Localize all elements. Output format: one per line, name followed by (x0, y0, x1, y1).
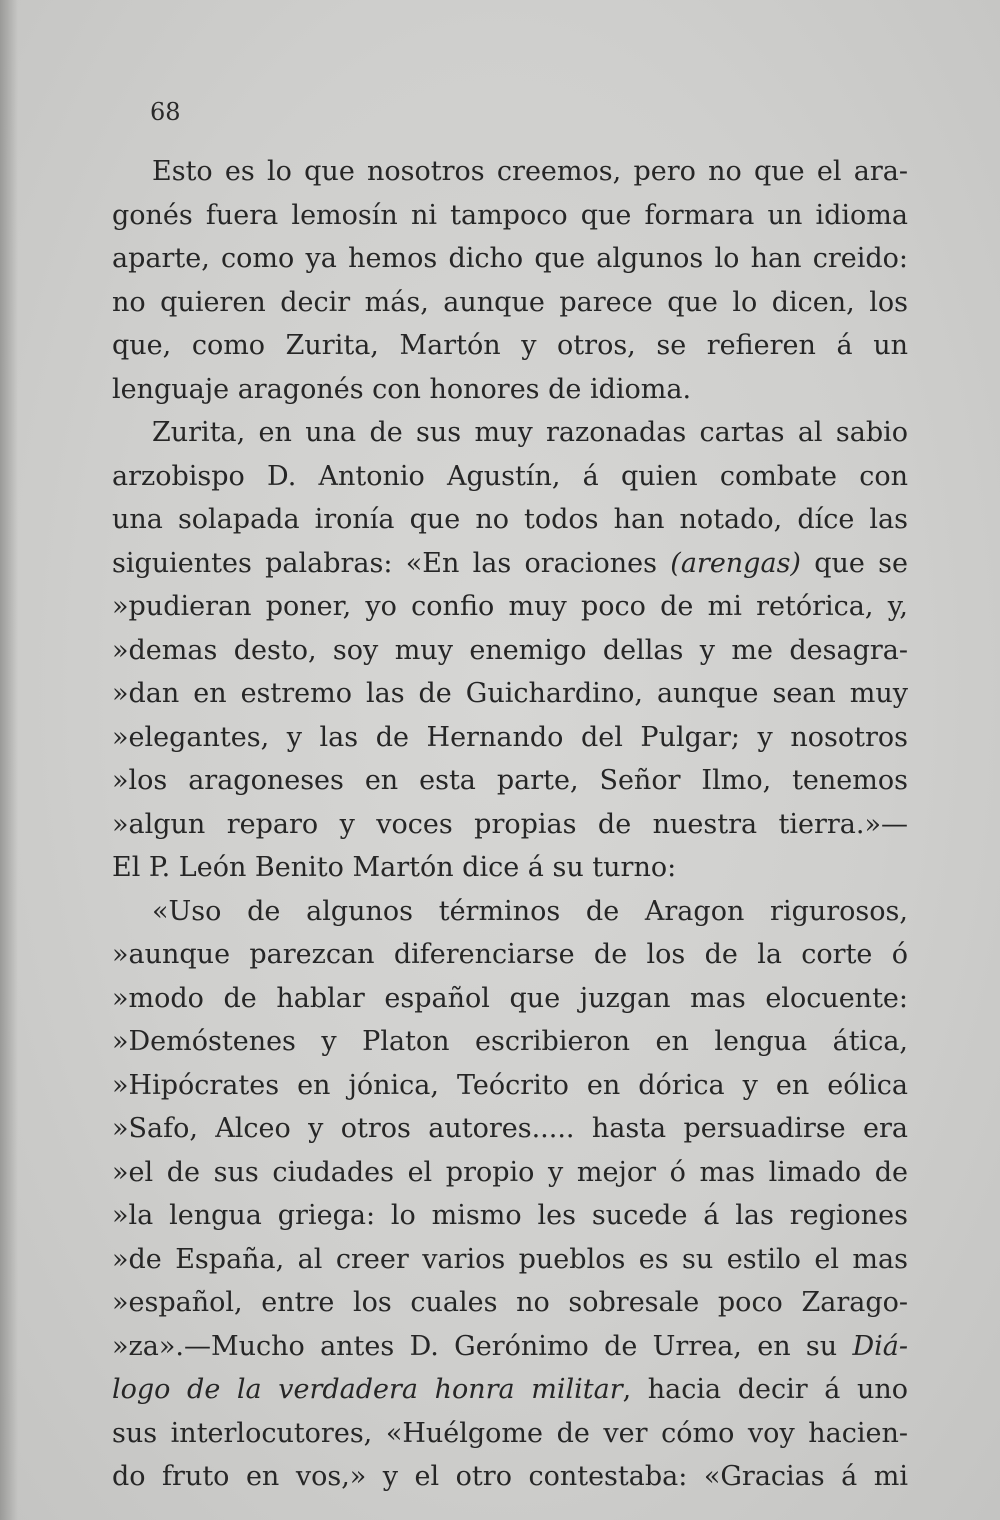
text-line: »Demóstenes y Platon escribieron en lengua ática, (112, 1026, 908, 1057)
text-line: »Hipócrates en jónica, Teócrito en dórica y en eólica (112, 1069, 908, 1101)
text-line (112, 542, 908, 586)
text-segment: que se (800, 547, 908, 579)
text-line: no quieren decir más, aunque parece que lo dicen, los (112, 286, 908, 318)
text-segment: siguientes palabras: «En las oraciones (112, 547, 671, 579)
text-line: »demas desto, soy muy enemigo dellas y me desagra- (112, 634, 908, 666)
text-line: do fruto en vos,» y el otro contestaba: «Gracias á mi (112, 1461, 908, 1492)
text-line: aparte, como ya hemos dicho que algunos lo han creido: (112, 243, 908, 274)
text-line: lenguaje aragonés con honores de idioma. (112, 373, 692, 405)
text-line: gonés fuera lemosín ni tampoco que formara un idioma (112, 199, 908, 231)
text-line: »los aragoneses en esta parte, Señor Ilmo, tenemos (112, 765, 908, 796)
text-line: »Safo, Alceo y otros autores..... hasta persuadirse era (112, 1113, 908, 1144)
italic-segment: Diá- (852, 1330, 908, 1362)
text-line: »algun reparo y voces propias de nuestra tierra.»— (112, 808, 908, 840)
page-number: 68 (150, 98, 181, 126)
text-line: »elegantes, y las de Hernando del Pulgar; y nosotros (112, 721, 908, 753)
italic-segment: logo de la verdadera honra militar (112, 1374, 623, 1405)
text-line: arzobispo D. Antonio Agustín, á quien combate con (112, 460, 908, 492)
italic-segment: (arengas) (670, 547, 801, 579)
text-line (112, 1325, 908, 1369)
text-line: »español, entre los cuales no sobresale poco Zarago- (112, 1287, 908, 1318)
text-line: »de España, al creer varios pueblos es su estilo el mas (112, 1243, 908, 1275)
text-line: »modo de hablar español que juzgan mas elocuente: (112, 982, 908, 1014)
text-line: El P. León Benito Martón dice á su turno: (112, 852, 677, 883)
text-line: Zurita, en una de sus muy razonadas cartas al sabio (152, 417, 908, 448)
text-line: una solapada ironía que no todos han notado, díce las (112, 504, 908, 535)
text-line: »pudieran poner, yo confio muy poco de mi retórica, y, (112, 591, 908, 622)
body-text (112, 150, 908, 1499)
text-line (112, 1368, 908, 1412)
text-line: »el de sus ciudades el propio y mejor ó mas limado de (112, 1156, 908, 1188)
text-line: »dan en estremo las de Guichardino, aunque sean muy (112, 678, 908, 709)
text-line: «Uso de algunos términos de Aragon rigurosos, (152, 895, 908, 927)
text-segment: »za».—Mucho antes D. Gerónimo de Urrea, en su (112, 1330, 853, 1362)
text-line: sus interlocutores, «Huélgome de ver cómo voy hacien- (112, 1417, 908, 1449)
text-line: Esto es lo que nosotros creemos, pero no que el ara- (152, 156, 908, 187)
text-line: que, como Zurita, Martón y otros, se refieren á un (112, 330, 908, 361)
text-segment: , hacia decir á uno (622, 1374, 908, 1405)
text-line: »aunque parezcan diferenciarse de los de la corte ó (112, 939, 908, 970)
page-edge-shadow (0, 0, 18, 1520)
text-line: »la lengua griega: lo mismo les sucede á las regiones (112, 1200, 908, 1231)
